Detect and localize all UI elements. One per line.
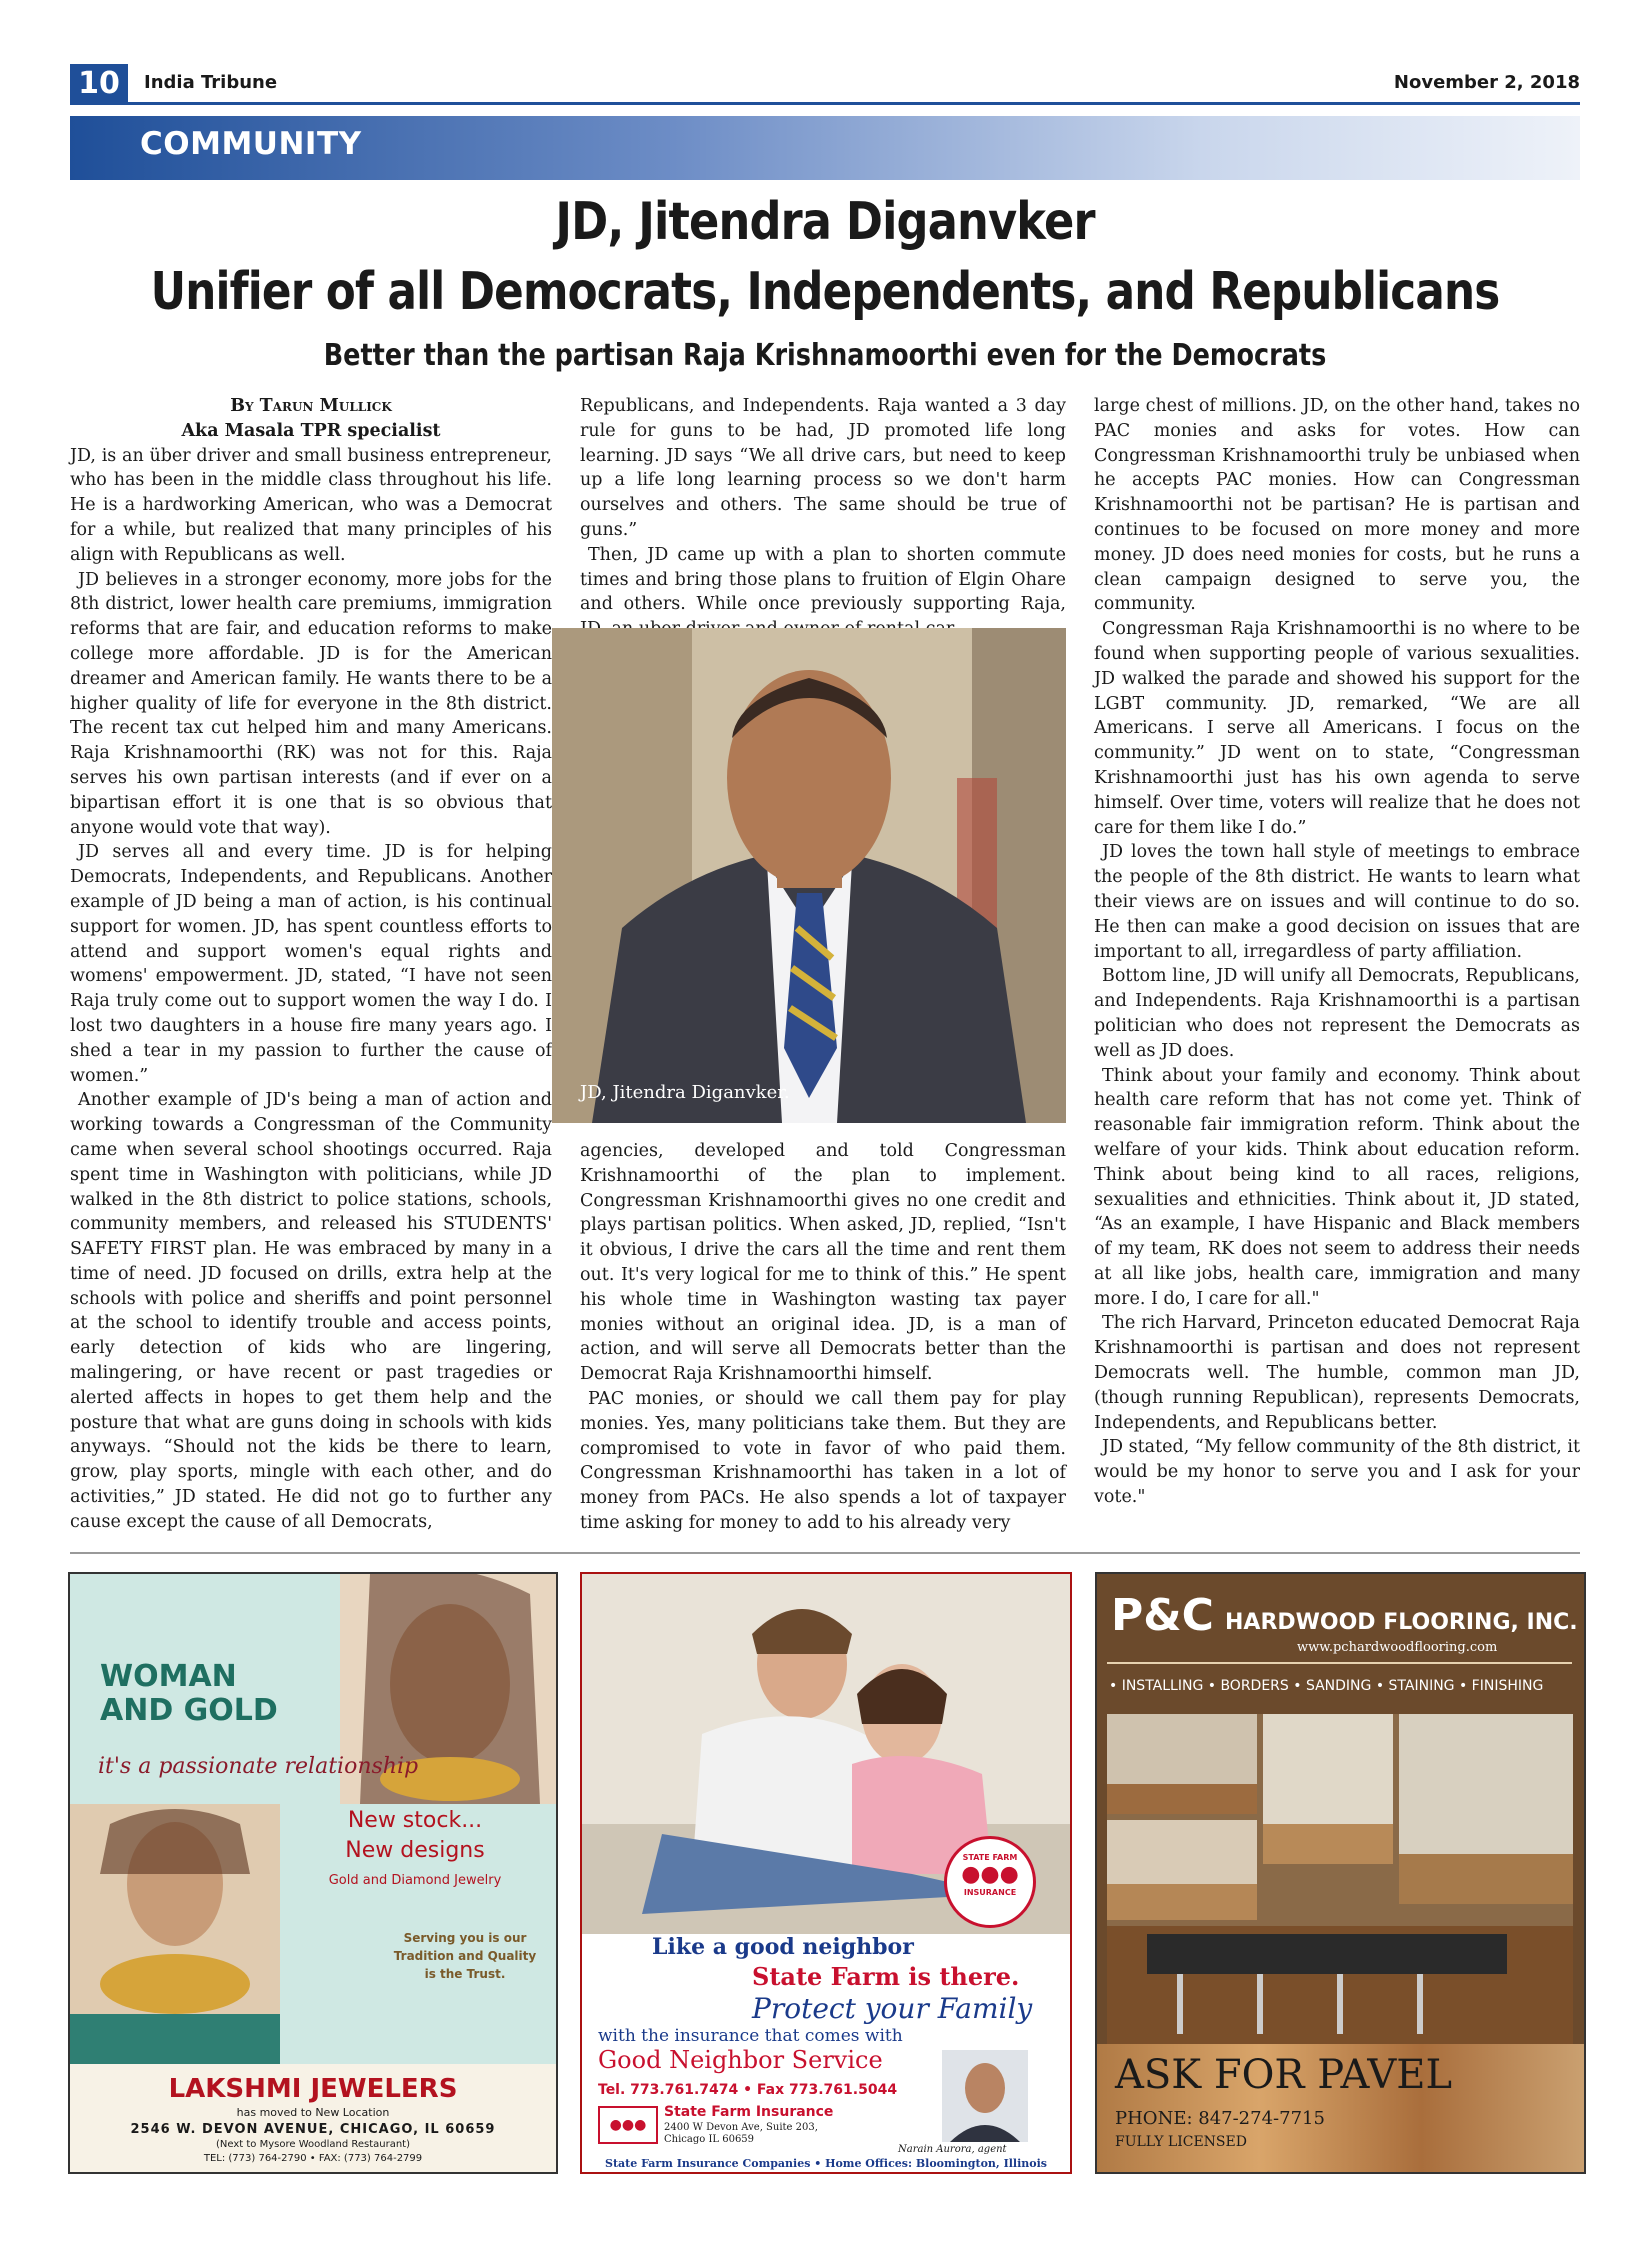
ad1-title-line: WOMAN: [100, 1659, 237, 1694]
section-title: COMMUNITY: [140, 126, 362, 162]
ad-state-farm[interactable]: [580, 1572, 1072, 2174]
paragraph: JD, is an über driver and small business entrepreneur, who has been in the middle class throughout his life. He is a hardworking American, who was a Democrat for a while, but realized that many principles of his align with Republicans as well.: [70, 445, 552, 565]
ad1-promo-line: New stock...: [347, 1808, 483, 1833]
portrait-illustration: [552, 628, 1066, 1123]
paragraph: JD stated, “My fellow community of the 8th district, it would be my honor to serve you and I ask for your vote.": [1094, 1437, 1580, 1508]
ad3-company-name: HARDWOOD FLOORING, INC.: [1225, 1610, 1578, 1635]
ad2-line-4: with the insurance that comes with: [598, 2026, 903, 2046]
byline: By Tarun Mullick: [230, 396, 392, 416]
logo-text: STATE FARM: [962, 1853, 1018, 1862]
ad1-promo-line: Gold and Diamond Jewelry: [328, 1873, 502, 1888]
ad2-phones: Tel. 773.761.7474 • Fax 773.761.5044: [598, 2082, 898, 2098]
ad2-line-3: Protect your Family: [752, 1992, 1033, 2025]
ad1-phones: TEL: (773) 764-2790 • FAX: (773) 764-2799: [203, 2153, 423, 2164]
paragraph: The rich Harvard, Princeton educated Democrat Raja Krishnamoorthi is partisan and does not represent Democrats well. The humble, common man JD, (though running Republican), represents Democrats, Independents, and Republicans better.: [1094, 1313, 1580, 1433]
ad1-title-line: AND GOLD: [100, 1693, 278, 1728]
ad2-address-1: 2400 W Devon Ave, Suite 203,: [664, 2122, 818, 2133]
article-column-3: [1094, 394, 1580, 1510]
paragraph: PAC monies, or should we call them pay for play monies. Yes, many politicians take them. But they are compromised to vote in favor of who paid them. Congressman Krishnamoorthi has taken in a lot of money from PACs. He also spends a lot of taxpayer time asking for money to add to his already very: [580, 1388, 1066, 1533]
article-column-1: [70, 394, 552, 1535]
ad1-promo-line: New designs: [345, 1838, 485, 1863]
ad2-line-1: Like a good neighbor: [652, 1934, 914, 1960]
ad-divider-rule: [70, 1552, 1580, 1554]
state-farm-small-logo: ●●●: [598, 2106, 658, 2144]
page-number: 10: [70, 64, 128, 104]
ad2-footer: State Farm Insurance Companies • Home Offices: Bloomington, Illinois: [605, 2157, 1047, 2170]
ad1-title: [100, 1660, 278, 1728]
paragraph: large chest of millions. JD, on the other hand, takes no PAC monies and asks for votes. How can Congressman Krishnamoorthi truly be unbiased when he accepts PAC monies. How can Congressman Krishnamoorthi not be partisan? He is partisan and continues to be focused on more money and more money. JD does need monies for costs, but he runs a clean campaign designed to serve you, the community.: [1094, 396, 1580, 615]
ad3-logo: P&C: [1111, 1590, 1214, 1641]
ad3-website: www.pchardwoodflooring.com: [1297, 1640, 1498, 1655]
ad3-phone: PHONE: 847-274-7715: [1115, 2108, 1325, 2129]
agent-photo: [942, 2050, 1028, 2142]
ad1-address: 2546 W. DEVON AVENUE, CHICAGO, IL 60659: [130, 2122, 496, 2137]
ad1-tagline: it's a passionate relationship: [98, 1754, 419, 1779]
header-rule: [70, 102, 1580, 105]
paragraph: agencies, developed and told Congressman Krishnamoorthi of the plan to implement. Congressman Krishnamoorthi gives no one credit and plays partisan politics. When asked, JD, replied, “Isn't it obvious, I drive the cars all the time and rent them out. It's very logical for me to think of this.” He spent his whole time in Washington wasting tax payer monies without an original idea. JD, is a man of action, and will serve all Democrats better than the Democrat Raja Krishnamoorthi himself.: [580, 1141, 1066, 1385]
ad3-licensed: FULLY LICENSED: [1115, 2134, 1247, 2150]
ad1-landmark: (Next to Mysore Woodland Restaurant): [216, 2139, 410, 2150]
ovals-icon: ●●●: [961, 1862, 1019, 1887]
paragraph: JD believes in a stronger economy, more jobs for the 8th district, lower health care premiums, immigration reforms that are fair, and education reforms to make college more affordable. JD is for the American dreamer and American family. He wants there to be a higher quality of life for everyone in the 8th district. The recent tax cut helped him and many Americans. Raja Krishnamoorthi (RK) was not for this. Raja serves his own partisan interests (and if ever on a bipartisan effort it is one that is so obvious that anyone would vote that way).: [70, 569, 552, 838]
ad1-moved: has moved to New Location: [236, 2106, 390, 2119]
issue-date: November 2, 2018: [1393, 72, 1580, 93]
interior-photos-collage: [1107, 1714, 1573, 2044]
ad2-agent-name: Narain Aurora, agent: [898, 2144, 1007, 2155]
ad-lakshmi-jewelers[interactable]: [68, 1572, 558, 2174]
article-column-2-bottom: [580, 1139, 1066, 1536]
ad-pc-hardwood[interactable]: [1095, 1572, 1586, 2174]
ad2-agency: State Farm Insurance: [664, 2104, 834, 2120]
logo-text: INSURANCE: [963, 1888, 1017, 1897]
subheadline: Better than the partisan Raja Krishnamoorthi even for the Democrats: [323, 338, 1327, 373]
headline-second-line: Unifier of all Democrats, Independents, and Republicans: [150, 262, 1500, 322]
ad3-services: • INSTALLING • BORDERS • SANDING • STAINING • FINISHING: [1109, 1678, 1544, 1694]
paragraph: JD serves all and every time. JD is for helping Democrats, Independents, and Republicans. Another example of JD being a man of action, is his continual support for women. JD, has spent countless efforts to attend and support women's equal rights and womens' empowerment. JD, stated, “I have not seen Raja truly come out to support women the way I do. I lost two daughters in a house fire many years ago. I shed a tear in my passion to further the cause of women.”: [70, 842, 552, 1086]
photo-caption: JD, Jitendra Diganvker.: [580, 1082, 790, 1103]
article-column-2-top: [580, 394, 1066, 642]
paragraph: Think about your family and economy. Think about health care reform that has not come yet. Think of reasonable fair immigration reform. Think about the welfare of your kids. Think about education reform. Think about being kind to all races, religions, sexualities and ethnicities. Think about it, JD stated, “As an example, I have Hispanic and Black members of my team, RK does not seem to address their needs at all like jobs, health care, immigration and many more. I do, I care for all.": [1094, 1065, 1580, 1309]
headline: JD, Jitendra Diganvker: [555, 192, 1095, 252]
ad1-serving-text: Serving you is our Tradition and Quality is the Trust.: [393, 1931, 537, 1981]
paragraph: Congressman Raja Krishnamoorthi is no where to be found when supporting people of various sexualities. JD walked the parade and showed his support for the LGBT community. JD, remarked, “We are all Americans. I serve all Americans. I focus on the community.” JD went on to state, “Congressman Krishnamoorthi just has his own agenda to serve himself. Over time, voters will realize that he does not care for them like I do.”: [1094, 619, 1580, 838]
section-banner: [70, 116, 1580, 180]
ad3-ask: ASK FOR PAVEL: [1115, 2052, 1453, 2098]
paragraph: Another example of JD's being a man of action and working towards a Congressman of the Community came when several school shootings occurred. Raja spent time in Washington with politicians, while JD walked in the 8th district to police stations, schools, community members, and released his STUDENTS' SAFETY FIRST plan. He was embraced by many in a time of need. JD focused on drills, extra help at the schools with police and sheriffs and point personnel at the school to identify trouble and access points, early detection of kids who are lingering, malingering, or have recent or past tragedies or alerted affects in hopes to get them help and the posture that what are guns doing in schools with kids anyways. “Should not the kids be there to learn, grow, play sports, mingle with each other, and do activities,” JD stated. He did not go to further any cause except the cause of all Democrats,: [70, 1090, 552, 1532]
portrait-photo: [552, 628, 1066, 1123]
ad2-line-2: State Farm is there.: [752, 1962, 1020, 1991]
ad1-brand: LAKSHMI JEWELERS: [168, 2074, 458, 2104]
ad2-line-5: Good Neighbor Service: [598, 2046, 883, 2074]
paragraph: JD loves the town hall style of meetings to embrace the people of the 8th district. He wants to learn what their views are on issues and will continue to do so. He then can make a good decision on issues that are important to all, irregardless of party affiliation.: [1094, 842, 1580, 962]
paragraph: Then, JD came up with a plan to shorten commute times and bring those plans to fruition of Elgin Ohare and others. While once previously supporting Raja,: [580, 544, 1066, 615]
byline-title: Aka Masala TPR specialist: [181, 420, 441, 441]
state-farm-logo: [944, 1836, 1036, 1928]
ad2-address-2: Chicago IL 60659: [664, 2134, 755, 2145]
ad3-divider: [1107, 1662, 1572, 1664]
paragraph: Republicans, and Independents. Raja wanted a 3 day rule for guns to be had, JD promoted life long learning. JD says “We all drive cars, but need to keep up a life long learning process so we don't harm ourselves and others. The same should be true of guns.”: [580, 396, 1066, 540]
paragraph: Bottom line, JD will unify all Democrats, Republicans, and Independents. Raja Krishnamoorthi is a partisan politician who does not represent the Democrats as well as JD does.: [1094, 966, 1580, 1061]
publication-name: India Tribune: [144, 72, 278, 93]
ad1-promo: [295, 1806, 535, 1896]
